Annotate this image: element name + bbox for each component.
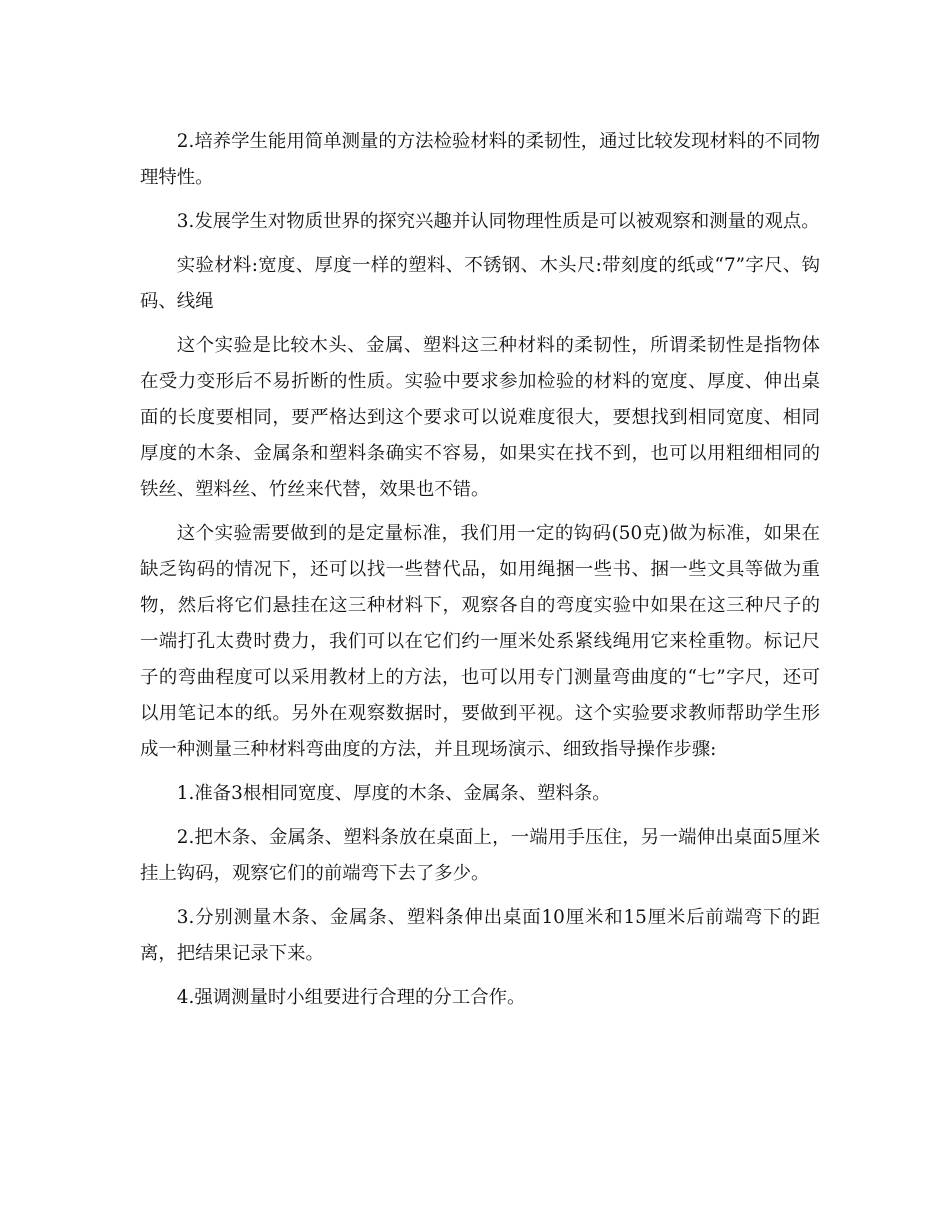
paragraph-step-2: 2.把木条、金属条、塑料条放在桌面上，一端用手压住，另一端伸出桌面5厘米挂上钩码，观察它们的前端弯下去了多少。 [140,827,820,884]
paragraph-step-4: 4.强调测量时小组要进行合理的分工合作。 [176,987,526,1008]
paragraph-materials: 实验材料:宽度、厚度一样的塑料、不锈钢、木头尺:带刻度的纸或“7”字尺、钩码、线绳 [140,255,820,312]
paragraph-objective-3: 3.发展学生对物质世界的探究兴趣并认同物理性质是可以被观察和测量的观点。 [176,211,820,232]
paragraph-step-3: 3.分别测量木条、金属条、塑料条伸出桌面10厘米和15厘米后前端弯下的距离，把结果记录下来。 [140,907,820,964]
document-body [140,124,820,1024]
paragraph-objective-2: 2.培养学生能用简单测量的方法检验材料的柔韧性，通过比较发现材料的不同物理特性。 [140,131,820,188]
paragraph-quantitative-standard: 这个实验需要做到的是定量标准，我们用一定的钩码(50克)做为标准，如果在缺乏钩码的情况下，还可以找一些替代品，如用绳捆一些书、捆一些文具等做为重物，然后将它们悬挂在这三种材料下，观察各自的弯度实验中如果在这三种尺子的一端打孔太费时费力，我们可以在它们约一厘米处系紧线绳用它来栓重物。标记尺子的弯曲程度可以采用教材上的方法，也可以用专门测量弯曲度的“七”字尺，还可以用笔记本的纸。另外在观察数据时，要做到平视。这个实验要求教师帮助学生形成一种测量三种材料弯曲度的方法，并且现场演示、细致指导操作步骤: [140,523,820,760]
paragraph-experiment-intro: 这个实验是比较木头、金属、塑料这三种材料的柔韧性，所谓柔韧性是指物体在受力变形后不易折断的性质。实验中要求参加检验的材料的宽度、厚度、伸出桌面的长度要相同，要严格达到这个要求可以说难度很大，要想找到相同宽度、相同厚度的木条、金属条和塑料条确实不容易，如果实在找不到，也可以用粗细相同的铁丝、塑料丝、竹丝来代替，效果也不错。 [140,335,820,500]
paragraph-step-1: 1.准备3根相同宽度、厚度的木条、金属条、塑料条。 [176,783,611,804]
